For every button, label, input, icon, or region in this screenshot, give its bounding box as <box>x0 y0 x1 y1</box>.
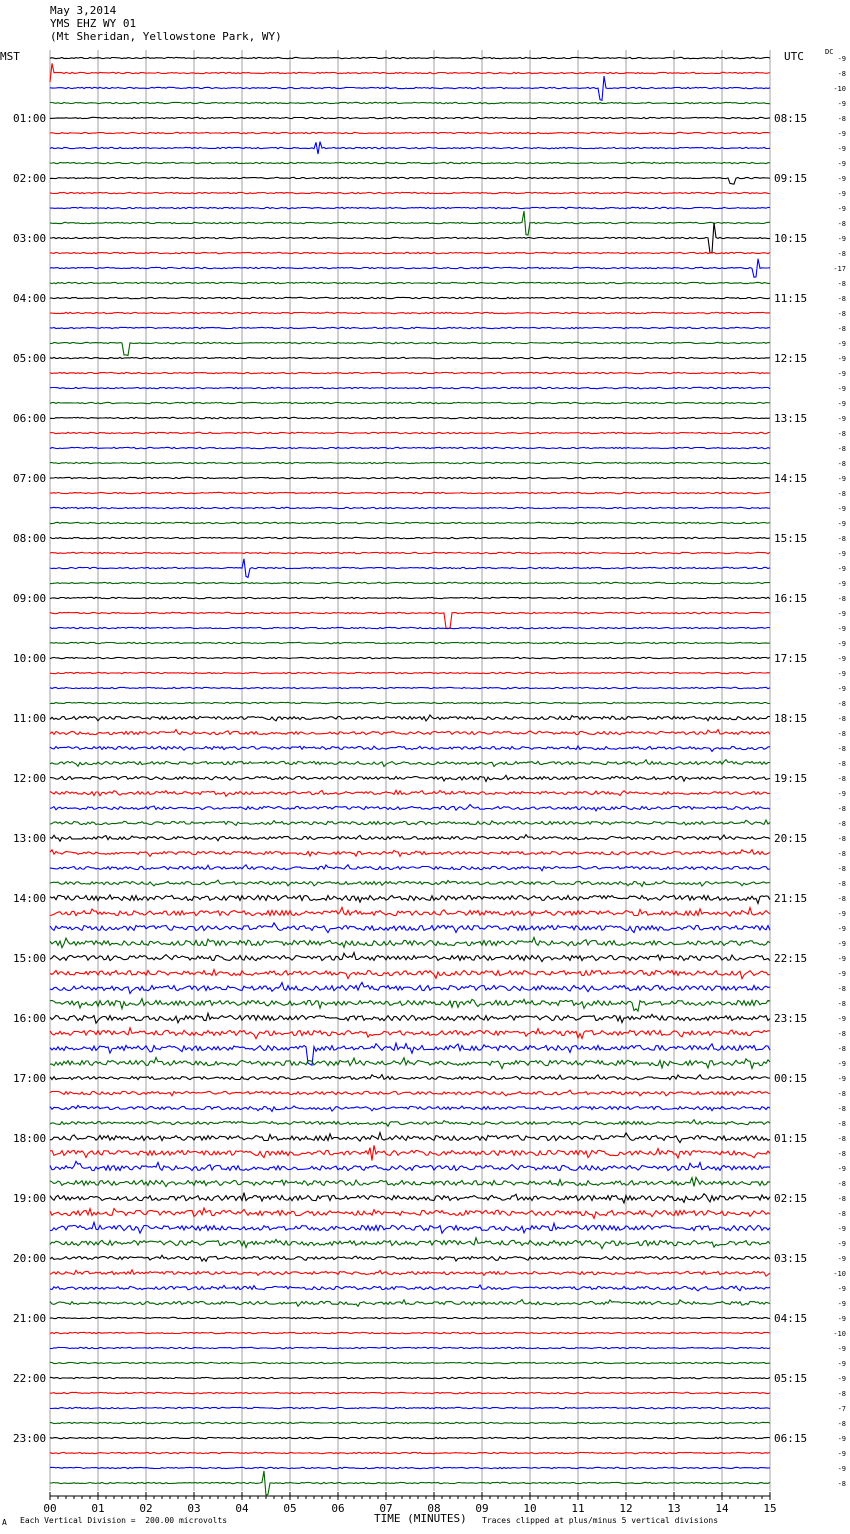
dc-offset-label: -9 <box>837 55 846 63</box>
trace-line <box>50 76 770 100</box>
dc-offset-label: -8 <box>837 1030 846 1038</box>
dc-offset-label: -9 <box>837 1345 846 1353</box>
chart-date: May 3,2014 <box>50 4 117 17</box>
trace-line <box>50 1120 770 1127</box>
trace-line <box>50 1347 770 1348</box>
trace-line <box>50 462 770 463</box>
dc-offset-label: -9 <box>837 145 846 153</box>
hour-label-mst: 02:00 <box>13 172 47 185</box>
dc-offset-label: -9 <box>837 610 846 618</box>
trace-line <box>50 259 770 277</box>
trace-line <box>50 672 770 673</box>
dc-offset-label: -9 <box>837 790 846 798</box>
dc-offset-label: -8 <box>837 820 846 828</box>
x-tick-label: 13 <box>667 1502 681 1515</box>
dc-offset-label: -9 <box>837 580 846 588</box>
dc-offset-label: -9 <box>837 1240 846 1248</box>
dc-offset-label: -8 <box>837 700 846 708</box>
dc-offset-label: -9 <box>837 1015 846 1023</box>
dc-offset-label: -8 <box>837 70 846 78</box>
dc-offset-label: -8 <box>837 490 846 498</box>
dc-offset-label: -8 <box>837 835 846 843</box>
trace-line <box>50 1437 770 1438</box>
hour-label-utc: 22:15 <box>774 952 808 965</box>
trace-line <box>50 982 770 993</box>
dc-offset-label: -9 <box>837 955 846 963</box>
trace-line <box>50 327 770 328</box>
hour-label-mst: 15:00 <box>13 952 47 965</box>
trace-line <box>50 1238 770 1249</box>
dc-offset-label: -9 <box>837 520 846 528</box>
dc-offset-label: -8 <box>837 1150 846 1158</box>
dc-offset-label: -9 <box>837 565 846 573</box>
trace-line <box>50 923 770 933</box>
dc-offset-label: -8 <box>837 295 846 303</box>
dc-offset-label: -8 <box>837 220 846 228</box>
trace-line <box>50 492 770 493</box>
hour-label-utc: 12:15 <box>774 352 808 365</box>
hour-label-utc: 15:15 <box>774 532 808 545</box>
clip-note: Traces clipped at plus/minus 5 vertical divisions <box>482 1516 719 1525</box>
trace-line <box>50 357 770 358</box>
trace-line <box>50 1013 770 1023</box>
dc-offset-label: -8 <box>837 805 846 813</box>
dc-offset-label: -10 <box>833 85 846 93</box>
hour-label-utc: 03:15 <box>774 1252 808 1265</box>
hour-label-utc: 10:15 <box>774 232 808 245</box>
dc-offset-label: -8 <box>837 430 846 438</box>
x-tick-label: 04 <box>235 1502 249 1515</box>
station-location: (Mt Sheridan, Yellowstone Park, WY) <box>50 30 282 43</box>
dc-offset-label: -9 <box>837 100 846 108</box>
hour-label-utc: 11:15 <box>774 292 808 305</box>
dc-offset-label: -9 <box>837 655 846 663</box>
hour-label-utc: 16:15 <box>774 592 808 605</box>
dc-offset-label: -9 <box>837 1075 846 1083</box>
trace-line <box>50 432 770 433</box>
dc-offset-label: -8 <box>837 1180 846 1188</box>
dc-offset-label: -9 <box>837 370 846 378</box>
dc-offset-label: -8 <box>837 1000 846 1008</box>
hour-label-utc: 14:15 <box>774 472 808 485</box>
x-tick-label: 09 <box>475 1502 489 1515</box>
trace-line <box>50 880 770 886</box>
dc-offset-label: -9 <box>837 505 846 513</box>
trace-line <box>50 1285 770 1291</box>
trace-line <box>50 790 770 796</box>
trace-line <box>50 342 770 355</box>
trace-line <box>50 657 770 658</box>
hour-label-utc: 23:15 <box>774 1012 808 1025</box>
dc-offset-label: -9 <box>837 640 846 648</box>
trace-line <box>50 1090 770 1096</box>
dc-offset-label: -9 <box>837 625 846 633</box>
trace-line <box>50 177 770 184</box>
hour-label-mst: 16:00 <box>13 1012 47 1025</box>
dc-offset-label: -8 <box>837 1090 846 1098</box>
trace-line <box>50 627 770 628</box>
trace-line <box>50 211 770 235</box>
trace-line <box>50 907 770 916</box>
hour-label-mst: 03:00 <box>13 232 47 245</box>
trace-line <box>50 820 770 825</box>
x-tick-label: 02 <box>139 1502 153 1515</box>
dc-offset-label: -9 <box>837 355 846 363</box>
trace-line <box>50 1208 770 1218</box>
trace-line <box>50 559 770 578</box>
x-tick-label: 01 <box>91 1502 105 1515</box>
hour-label-mst: 18:00 <box>13 1132 47 1145</box>
trace-line <box>50 1161 770 1170</box>
dc-offset-label: -9 <box>837 160 846 168</box>
dc-offset-label: -9 <box>837 550 846 558</box>
hour-label-utc: 04:15 <box>774 1312 808 1325</box>
x-tick-label: 07 <box>379 1502 393 1515</box>
dc-offset-label: -8 <box>837 445 846 453</box>
hour-label-mst: 20:00 <box>13 1252 47 1265</box>
trace-line <box>50 687 770 688</box>
trace-line <box>50 760 770 767</box>
trace-line <box>50 582 770 583</box>
hour-label-utc: 09:15 <box>774 172 808 185</box>
hour-label-mst: 10:00 <box>13 652 47 665</box>
dc-offset-label: -9 <box>837 130 846 138</box>
dc-offset-label: -8 <box>837 760 846 768</box>
x-tick-label: 00 <box>43 1502 57 1515</box>
dc-offset-label: -8 <box>837 715 846 723</box>
x-tick-label: 14 <box>715 1502 729 1515</box>
trace-line <box>50 746 770 752</box>
dc-offset-label: -9 <box>837 205 846 213</box>
x-tick-label: 05 <box>283 1502 297 1515</box>
dc-offset-label: -8 <box>837 280 846 288</box>
dc-offset-label: -8 <box>837 1390 846 1398</box>
hour-label-utc: 19:15 <box>774 772 808 785</box>
trace-line <box>50 1028 770 1039</box>
hour-label-mst: 21:00 <box>13 1312 47 1325</box>
trace-line <box>50 1471 770 1496</box>
trace-line <box>50 207 770 208</box>
dc-offset-label: -9 <box>837 190 846 198</box>
hour-label-mst: 06:00 <box>13 412 47 425</box>
hour-label-mst: 19:00 <box>13 1192 47 1205</box>
trace-line <box>50 223 770 253</box>
dc-offset-label: -8 <box>837 775 846 783</box>
hour-label-utc: 06:15 <box>774 1432 808 1445</box>
dc-offset-label: -9 <box>837 1360 846 1368</box>
x-tick-label: 15 <box>763 1502 777 1515</box>
hour-label-mst: 13:00 <box>13 832 47 845</box>
trace-line <box>50 1255 770 1261</box>
dc-offset-label: -9 <box>837 1450 846 1458</box>
dc-offset-label: -8 <box>837 1045 846 1053</box>
dc-offset-label: -9 <box>837 175 846 183</box>
dc-offset-label: -8 <box>837 535 846 543</box>
trace-line <box>50 895 770 904</box>
dc-label: DC <box>825 48 834 56</box>
dc-offset-label: -8 <box>837 1210 846 1218</box>
trace-line <box>50 937 770 947</box>
hour-label-mst: 23:00 <box>13 1432 47 1445</box>
dc-offset-label: -9 <box>837 1300 846 1308</box>
trace-line <box>50 1377 770 1378</box>
x-axis-title: TIME (MINUTES) <box>374 1512 467 1525</box>
hour-label-mst: 05:00 <box>13 352 47 365</box>
dc-offset-label: -8 <box>837 895 846 903</box>
dc-offset-label: -8 <box>837 880 846 888</box>
trace-line <box>50 1145 770 1160</box>
trace-line <box>50 387 770 388</box>
hour-label-mst: 11:00 <box>13 712 47 725</box>
trace-line <box>50 117 770 118</box>
trace-line <box>50 1467 770 1468</box>
trace-line <box>50 63 770 82</box>
hour-label-mst: 12:00 <box>13 772 47 785</box>
dc-offset-label: -9 <box>837 1285 846 1293</box>
trace-line <box>50 1075 770 1080</box>
station-code: YMS EHZ WY 01 <box>50 17 137 30</box>
trace-line <box>50 477 770 478</box>
dc-offset-label: -9 <box>837 685 846 693</box>
hour-label-mst: 17:00 <box>13 1072 47 1085</box>
trace-line <box>50 850 770 857</box>
hour-label-mst: 22:00 <box>13 1372 47 1385</box>
hour-label-utc: 00:15 <box>774 1072 808 1085</box>
trace-line <box>50 57 770 58</box>
trace-line <box>50 1193 770 1203</box>
dc-offset-label: -9 <box>837 1315 846 1323</box>
dc-offset-label: -9 <box>837 1375 846 1383</box>
dc-offset-label: -9 <box>837 475 846 483</box>
trace-line <box>50 522 770 523</box>
hour-label-mst: 01:00 <box>13 112 47 125</box>
trace-line <box>50 1057 770 1068</box>
trace-line <box>50 162 770 163</box>
hour-label-utc: 13:15 <box>774 412 808 425</box>
dc-offset-label: -8 <box>837 1195 846 1203</box>
hour-label-mst: 14:00 <box>13 892 47 905</box>
trace-line <box>50 1105 770 1111</box>
dc-offset-label: -8 <box>837 850 846 858</box>
hour-label-mst: 08:00 <box>13 532 47 545</box>
trace-line <box>50 702 770 703</box>
dc-offset-label: -8 <box>837 1120 846 1128</box>
dc-offset-label: -8 <box>837 865 846 873</box>
trace-line <box>50 252 770 253</box>
trace-line <box>50 999 770 1011</box>
dc-offset-label: -8 <box>837 310 846 318</box>
x-tick-label: 10 <box>523 1502 537 1515</box>
trace-line <box>50 402 770 403</box>
trace-line <box>50 447 770 448</box>
dc-offset-label: -9 <box>837 235 846 243</box>
trace-line <box>50 612 770 628</box>
trace-line <box>50 552 770 553</box>
dc-offset-label: -8 <box>837 730 846 738</box>
x-tick-label: 08 <box>427 1502 441 1515</box>
trace-line <box>50 192 770 193</box>
dc-offset-label: -9 <box>837 910 846 918</box>
hour-label-utc: 17:15 <box>774 652 808 665</box>
scale-note: Each Vertical Division = 200.00 microvolts <box>20 1516 228 1525</box>
trace-line <box>50 1332 770 1333</box>
trace-line <box>50 715 770 721</box>
dc-offset-label: -9 <box>837 1255 846 1263</box>
dc-offset-label: -9 <box>837 970 846 978</box>
trace-line <box>50 1317 770 1318</box>
hour-label-mst: 09:00 <box>13 592 47 605</box>
dc-offset-label: -8 <box>837 115 846 123</box>
hour-label-utc: 01:15 <box>774 1132 808 1145</box>
dc-offset-label: -10 <box>833 1330 846 1338</box>
dc-offset-label: -8 <box>837 985 846 993</box>
trace-line <box>50 372 770 373</box>
dc-offset-label: -8 <box>837 460 846 468</box>
trace-line <box>50 1362 770 1363</box>
x-tick-label: 03 <box>187 1502 201 1515</box>
trace-line <box>50 1222 770 1233</box>
hour-label-utc: 02:15 <box>774 1192 808 1205</box>
dc-offset-label: -9 <box>837 400 846 408</box>
trace-line <box>50 297 770 298</box>
dc-offset-label: -9 <box>837 385 846 393</box>
trace-line <box>50 102 770 103</box>
trace-line <box>50 1452 770 1453</box>
trace-line <box>50 1392 770 1393</box>
trace-line <box>50 1177 770 1186</box>
dc-offset-label: -9 <box>837 1060 846 1068</box>
trace-line <box>50 970 770 979</box>
trace-line <box>50 775 770 781</box>
trace-line <box>50 142 770 154</box>
dc-offset-label: -17 <box>833 265 846 273</box>
trace-line <box>50 865 770 871</box>
dc-offset-label: -9 <box>837 1165 846 1173</box>
dc-offset-label: -9 <box>837 1225 846 1233</box>
dc-offset-label: -9 <box>837 1465 846 1473</box>
trace-line <box>50 805 770 811</box>
dc-offset-label: -8 <box>837 595 846 603</box>
dc-offset-label: -9 <box>837 925 846 933</box>
hour-label-utc: 20:15 <box>774 832 808 845</box>
trace-line <box>50 1422 770 1423</box>
trace-line <box>50 642 770 643</box>
dc-offset-label: -8 <box>837 745 846 753</box>
dc-offset-label: -7 <box>837 1405 846 1413</box>
dc-offset-label: -8 <box>837 325 846 333</box>
trace-line <box>50 597 770 598</box>
x-tick-label: 06 <box>331 1502 345 1515</box>
scale-mark: A <box>2 1518 7 1527</box>
trace-line <box>50 417 770 418</box>
trace-line <box>50 507 770 508</box>
x-tick-label: 12 <box>619 1502 633 1515</box>
trace-line <box>50 132 770 133</box>
dc-offset-label: -8 <box>837 250 846 258</box>
dc-offset-label: -8 <box>837 1105 846 1113</box>
dc-offset-label: -8 <box>837 1420 846 1428</box>
trace-line <box>50 953 770 962</box>
mst-label: MST <box>0 50 20 63</box>
trace-line <box>50 1300 770 1307</box>
trace-line <box>50 537 770 538</box>
trace-line <box>50 1270 770 1276</box>
x-tick-label: 11 <box>571 1502 585 1515</box>
hour-label-utc: 18:15 <box>774 712 808 725</box>
dc-offset-label: -9 <box>837 340 846 348</box>
dc-offset-label: -9 <box>837 670 846 678</box>
dc-offset-label: -9 <box>837 1435 846 1443</box>
dc-offset-label: -10 <box>833 1270 846 1278</box>
hour-label-mst: 04:00 <box>13 292 47 305</box>
trace-line <box>50 730 770 735</box>
dc-offset-label: -9 <box>837 415 846 423</box>
hour-label-utc: 21:15 <box>774 892 808 905</box>
dc-offset-label: -9 <box>837 940 846 948</box>
trace-line <box>50 312 770 313</box>
trace-line <box>50 282 770 283</box>
trace-line <box>50 1407 770 1408</box>
utc-label: UTC <box>784 50 804 63</box>
hour-label-mst: 07:00 <box>13 472 47 485</box>
trace-line <box>50 835 770 842</box>
hour-label-utc: 08:15 <box>774 112 808 125</box>
trace-line <box>50 1133 770 1143</box>
hour-label-utc: 05:15 <box>774 1372 808 1385</box>
dc-offset-label: -8 <box>837 1480 846 1488</box>
dc-offset-label: -8 <box>837 1135 846 1143</box>
